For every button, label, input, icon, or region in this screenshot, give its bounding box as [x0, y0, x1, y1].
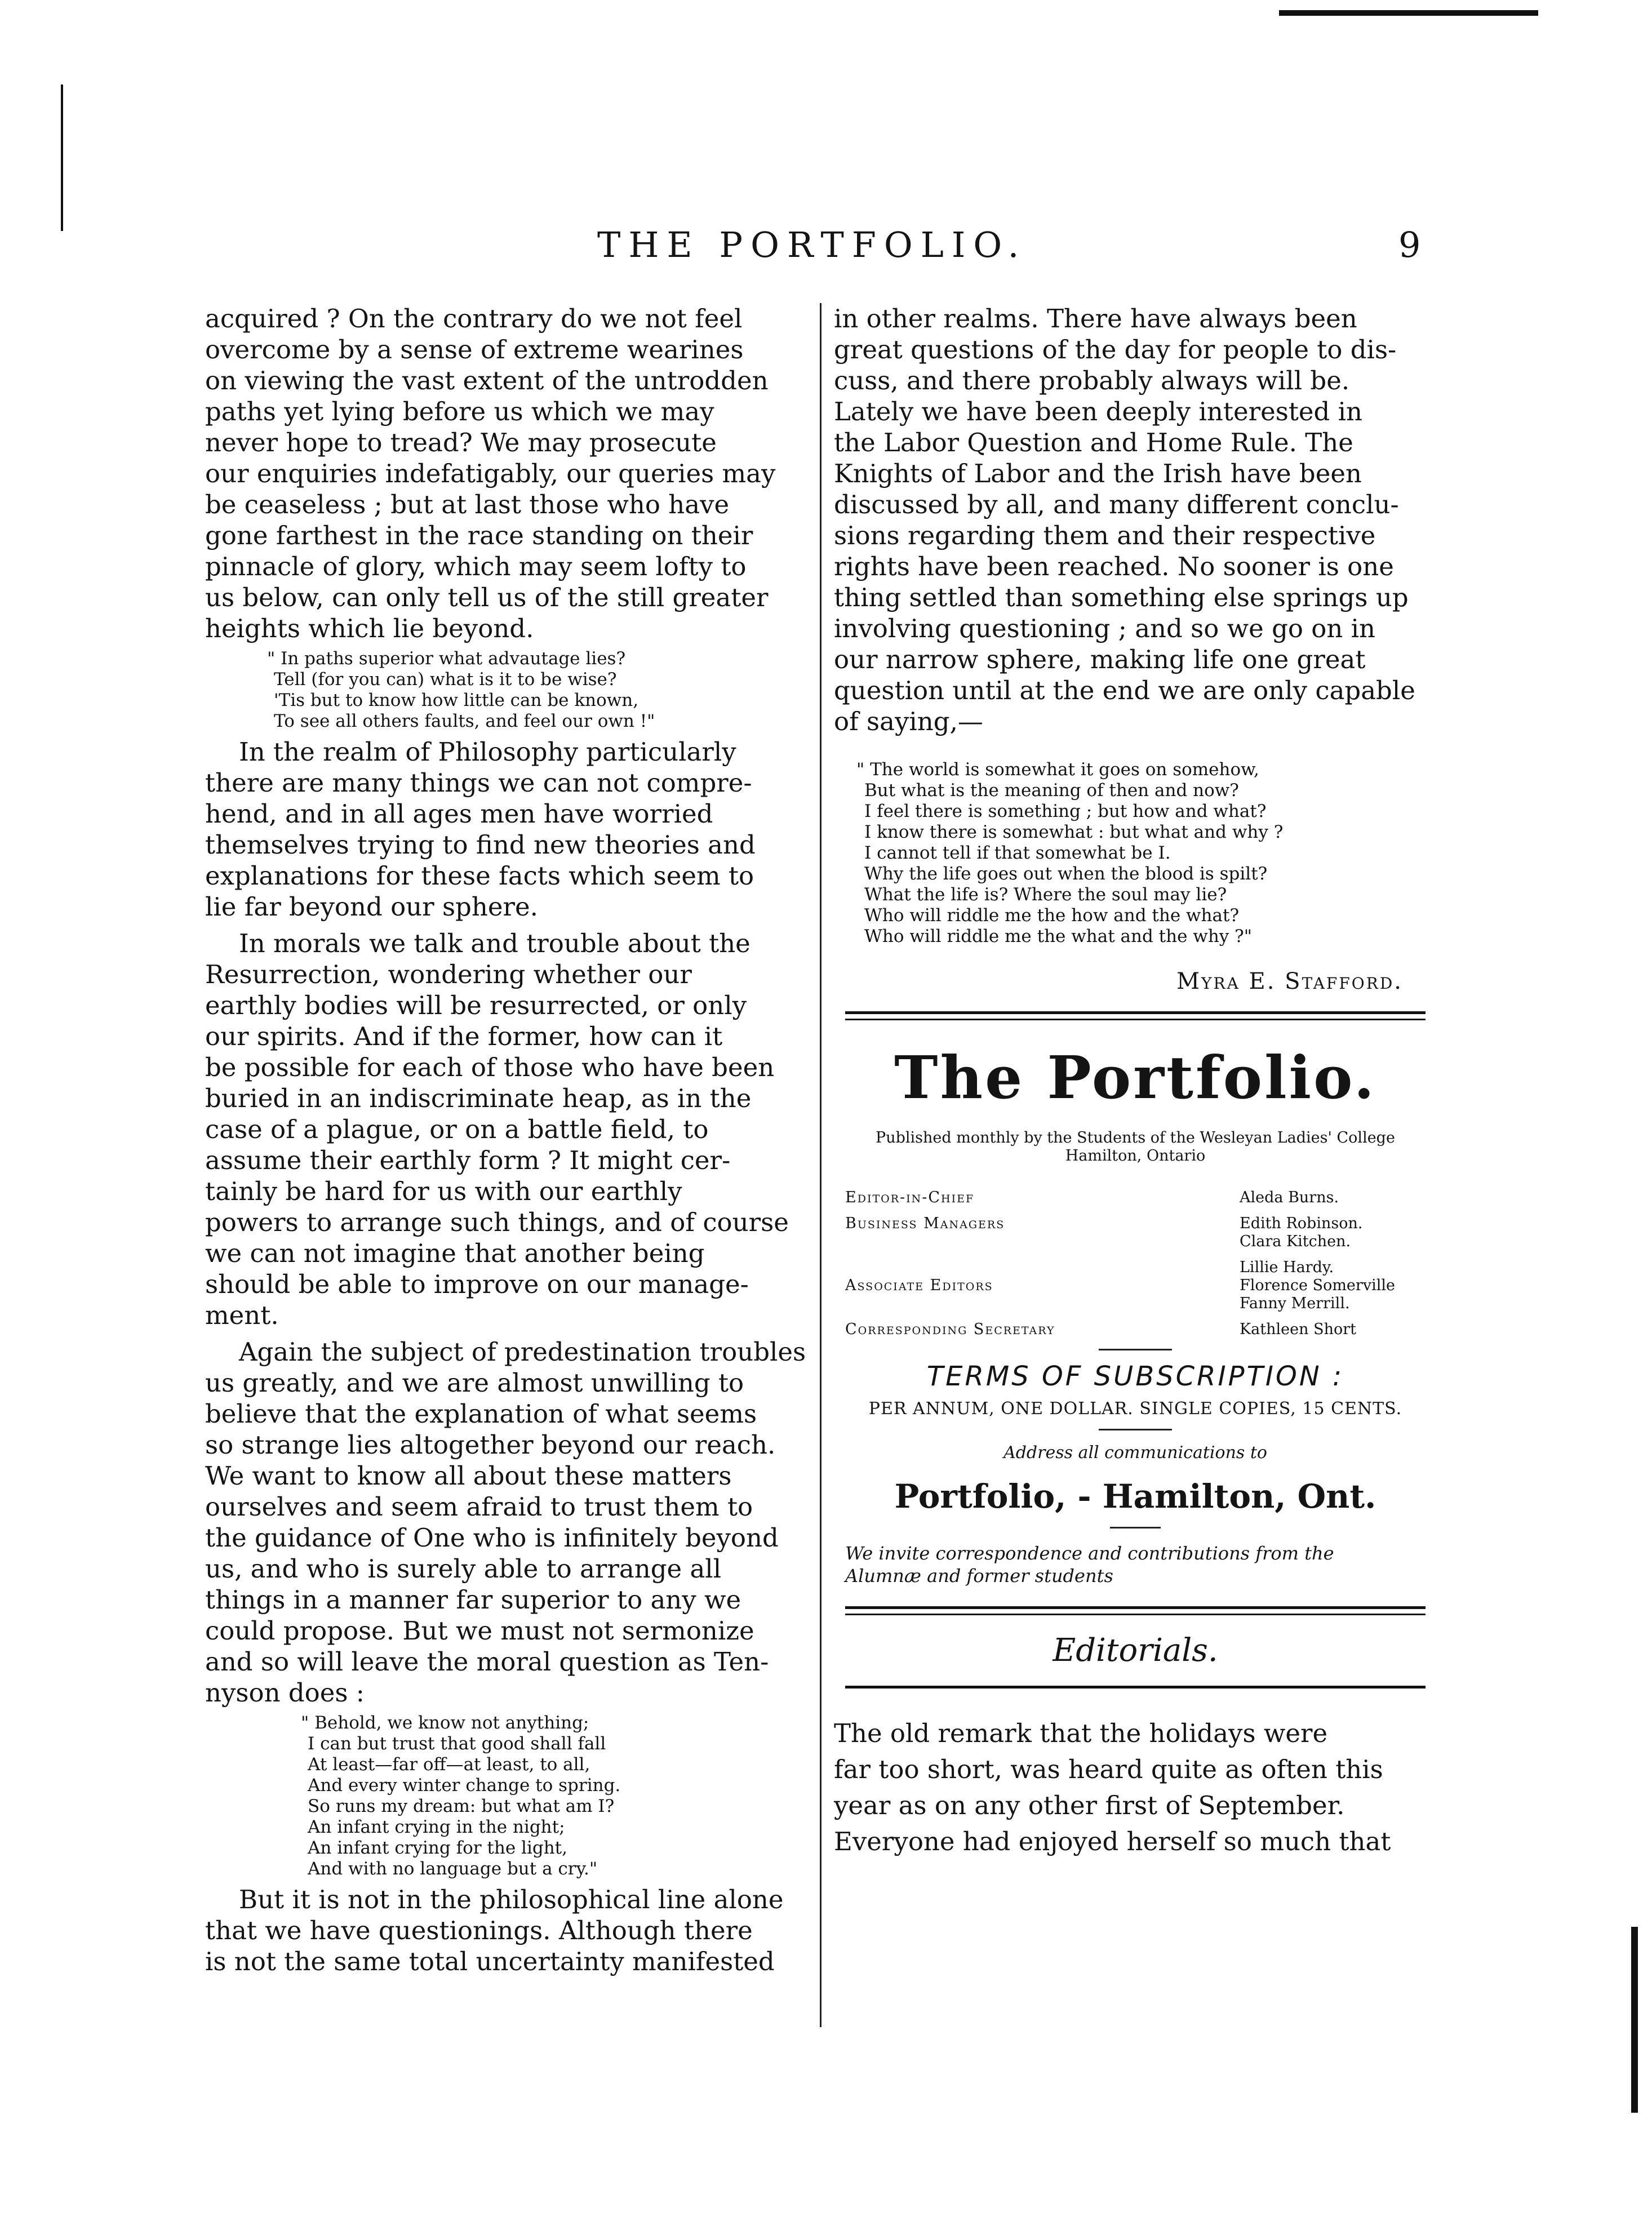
left-paragraph-2	[205, 736, 802, 922]
text-line: be possible for each of those who have been	[205, 1052, 775, 1082]
text-line: should be able to improve on our manage-	[205, 1269, 749, 1299]
editorials-heading: Editorials.	[1053, 1632, 1218, 1669]
address-instruction: Address all communications to	[1003, 1443, 1267, 1463]
subscription-terms: PER ANNUM, ONE DOLLAR. SINGLE COPIES, 15 CENTS.	[868, 1399, 1402, 1419]
column-divider	[820, 303, 821, 2027]
invitation-line: Alumnæ and former students	[845, 1565, 1113, 1587]
right-column	[834, 303, 1437, 1860]
staff-role: Editor-in-Chief	[845, 1189, 975, 1206]
left-column	[205, 303, 806, 1977]
staff-names	[1240, 1259, 1425, 1313]
text-line: there are many things we can not compre-	[205, 768, 752, 798]
quote-line: So runs my dream: but what am I?	[308, 1796, 615, 1816]
staff-name: Edith Robinson.	[1240, 1215, 1363, 1232]
divider	[1110, 1527, 1161, 1528]
text-line: we can not imagine that another being	[205, 1238, 705, 1268]
text-line: thing settled than something else springs up	[834, 583, 1409, 612]
staff-names	[1240, 1321, 1425, 1339]
text-line: themselves trying to find new theories and	[205, 830, 756, 860]
text-line: earthly bodies will be resurrected, or only	[205, 990, 747, 1020]
quote-line: An infant crying in the night;	[308, 1817, 565, 1837]
text-line: Knights of Labor and the Irish have been	[834, 459, 1362, 488]
text-line: Lately we have been deeply interested in	[834, 397, 1363, 426]
staff-name: Lillie Hardy.	[1240, 1259, 1334, 1276]
text-line: our enquiries indefatigably, our queries may	[205, 459, 776, 488]
text-line: that we have questionings. Although there	[205, 1916, 753, 1945]
text-line: be ceaseless ; but at last those who have	[205, 490, 730, 519]
quote-line: I can but trust that good shall fall	[308, 1734, 606, 1754]
staff-name: Fanny Merrill.	[1240, 1295, 1350, 1312]
publication-info	[834, 1129, 1437, 1165]
masthead-title: The Portfolio.	[894, 1043, 1376, 1112]
staff-name: Aleda Burns.	[1240, 1189, 1339, 1206]
text-line: powers to arrange such things, and of course	[205, 1207, 789, 1237]
text-line: buried in an indiscriminate heap, as in the	[205, 1083, 752, 1113]
editorials-rule-bottom	[845, 1686, 1425, 1689]
quote-line: An infant crying for the light,	[308, 1838, 567, 1858]
scan-edge-mark-top	[1279, 10, 1538, 16]
text-line: of saying,—	[834, 707, 983, 736]
text-line: could propose. But we must not sermonize	[205, 1616, 754, 1646]
editorial-paragraph	[834, 1716, 1437, 1860]
text-line: Resurrection, wondering whether our	[205, 959, 692, 989]
quote-line: I feel there is something ; but how and what?	[864, 801, 1267, 821]
text-line: question until at the end we are only capable	[834, 676, 1415, 705]
scan-edge-mark-right	[1631, 1927, 1638, 2113]
text-line: ourselves and seem afraid to trust them to	[205, 1492, 753, 1522]
staff-names	[1240, 1215, 1425, 1251]
text-line: great questions of the day for people to dis-	[834, 335, 1397, 365]
text-line: The old remark that the holidays were	[834, 1718, 1328, 1748]
text-line: discussed by all, and many different conclu-	[834, 490, 1399, 519]
text-line: In morals we talk and trouble about the	[239, 928, 750, 958]
tennyson-quotation	[301, 1713, 802, 1879]
text-line: rights have been reached. No sooner is one	[834, 552, 1394, 581]
staff-role: Business Managers	[845, 1215, 1005, 1232]
text-line: never hope to tread? We may prosecute	[205, 428, 717, 457]
text-line: heights which lie beyond.	[205, 614, 534, 643]
page-number: 9	[1398, 224, 1421, 265]
staff-names	[1240, 1189, 1425, 1207]
text-line: pinnacle of glory, which may seem lofty to	[205, 552, 747, 581]
staff-row	[845, 1259, 1425, 1313]
text-line: believe that the explanation of what seems	[205, 1399, 757, 1429]
text-line: the Labor Question and Home Rule. The	[834, 428, 1353, 457]
publication-line: Published monthly by the Students of the Wesleyan Ladies' College	[876, 1129, 1395, 1147]
quote-line: And with no language but a cry."	[308, 1859, 598, 1879]
text-line: explanations for these facts which seem to	[205, 861, 754, 891]
text-line: us greatly, and we are almost unwilling to	[205, 1368, 744, 1398]
quote-line: To see all others faults, and feel our own !"	[274, 711, 655, 731]
quote-line: But what is the meaning of then and now?	[864, 780, 1239, 801]
text-line: paths yet lying before us which we may	[205, 397, 714, 426]
quote-line: " In paths superior what advautage lies?	[267, 648, 626, 669]
staff-row	[845, 1215, 1425, 1251]
text-line: acquired ? On the contrary do we not feel	[205, 304, 743, 334]
text-line: assume their earthly form ? It might cer-	[205, 1145, 731, 1175]
text-line: us, and who is surely able to arrange all	[205, 1554, 722, 1584]
quote-line: Why the life goes out when the blood is spilt?	[864, 864, 1268, 884]
publication-place: Hamilton, Ontario	[1065, 1147, 1206, 1165]
text-line: case of a plague, or on a battle field, to	[205, 1114, 709, 1144]
text-line: us below, can only tell us of the still greater	[205, 583, 769, 612]
left-paragraph-5	[205, 1884, 802, 1977]
staff-name: Clara Kitchen.	[1240, 1233, 1351, 1250]
pope-quotation	[267, 648, 802, 732]
text-line: far too short, was heard quite as often this	[834, 1754, 1383, 1784]
text-line: cuss, and there probably always will be.	[834, 366, 1350, 396]
quote-line: What the life is? Where the soul may lie?	[864, 885, 1227, 905]
text-line: We want to know all about these matters	[205, 1461, 732, 1491]
quote-line: Who will riddle me the what and the why ?"	[864, 926, 1253, 947]
divider	[1099, 1429, 1172, 1430]
left-paragraph-1	[205, 303, 802, 644]
quote-line: 'Tis but to know how little can be known,	[274, 690, 639, 710]
masthead-rule-top	[845, 1011, 1425, 1020]
editorials-rule-top	[845, 1606, 1425, 1615]
text-line: hend, and in all ages men have worried	[205, 799, 713, 829]
quote-line: I cannot tell if that somewhat be I.	[864, 843, 1171, 863]
text-line: ment.	[205, 1300, 279, 1330]
text-line: our narrow sphere, making life one great	[834, 645, 1366, 674]
text-line: Again the subject of predestination troubles	[239, 1337, 806, 1367]
text-line: our spirits. And if the former, how can it	[205, 1021, 723, 1051]
staff-list	[845, 1189, 1425, 1339]
text-line: Everyone had enjoyed herself so much that	[834, 1827, 1391, 1856]
invitation-line: We invite correspondence and contributions from the	[845, 1543, 1334, 1564]
text-line: year as on any other first of September.	[834, 1790, 1345, 1820]
staff-role: Associate Editors	[845, 1277, 993, 1294]
text-line: But it is not in the philosophical line alone	[239, 1885, 784, 1914]
terms-title: TERMS OF SUBSCRIPTION :	[926, 1361, 1344, 1392]
text-line: involving questioning ; and so we go on in	[834, 614, 1376, 643]
text-line: the guidance of One who is infinitely beyond	[205, 1523, 779, 1553]
left-paragraph-3	[205, 928, 802, 1331]
article-author: Myra E. Stafford.	[1176, 968, 1403, 994]
staff-name: Florence Somerville	[1240, 1277, 1395, 1294]
divider	[1099, 1349, 1172, 1350]
invitation-note	[845, 1542, 1425, 1587]
quote-line: Who will riddle me the how and the what?	[864, 905, 1240, 926]
quote-line: " Behold, we know not anything;	[301, 1713, 589, 1733]
quote-line: At least—far off—at least, to all,	[308, 1754, 590, 1775]
right-paragraph-1	[834, 303, 1437, 737]
browning-quotation	[856, 759, 1437, 947]
mailing-address: Portfolio, - Hamilton, Ont.	[894, 1477, 1376, 1516]
text-line: is not the same total uncertainty manifested	[205, 1947, 775, 1976]
left-paragraph-4	[205, 1336, 806, 1708]
quote-line: I know there is somewhat : but what and why ?	[864, 822, 1284, 842]
staff-row	[845, 1189, 1425, 1207]
text-line: overcome by a sense of extreme wearines	[205, 335, 744, 365]
text-line: gone farthest in the race standing on their	[205, 521, 753, 550]
text-line: in other realms. There have always been	[834, 304, 1357, 334]
quote-line: And every winter change to spring.	[308, 1775, 621, 1796]
text-line: lie far beyond our sphere.	[205, 892, 538, 922]
quote-line: Tell (for you can) what is it to be wise?	[274, 669, 617, 690]
text-line: nyson does :	[205, 1678, 365, 1708]
quote-line: " The world is somewhat it goes on somehow,	[856, 759, 1259, 780]
running-title: THE PORTFOLIO.	[597, 224, 1027, 265]
text-line: In the realm of Philosophy particularly	[239, 737, 736, 767]
staff-role: Corresponding Secretary	[845, 1321, 1055, 1338]
text-line: sions regarding them and their respective	[834, 521, 1376, 550]
staff-name: Kathleen Short	[1240, 1321, 1356, 1338]
text-line: things in a manner far superior to any we	[205, 1585, 741, 1615]
text-line: and so will leave the moral question as Ten-	[205, 1647, 769, 1677]
text-line: on viewing the vast extent of the untrodden	[205, 366, 769, 396]
text-line: tainly be hard for us with our earthly	[205, 1176, 682, 1206]
scan-edge-mark-left	[61, 85, 63, 231]
staff-row	[845, 1321, 1425, 1339]
text-line: so strange lies altogether beyond our reach.	[205, 1430, 776, 1460]
